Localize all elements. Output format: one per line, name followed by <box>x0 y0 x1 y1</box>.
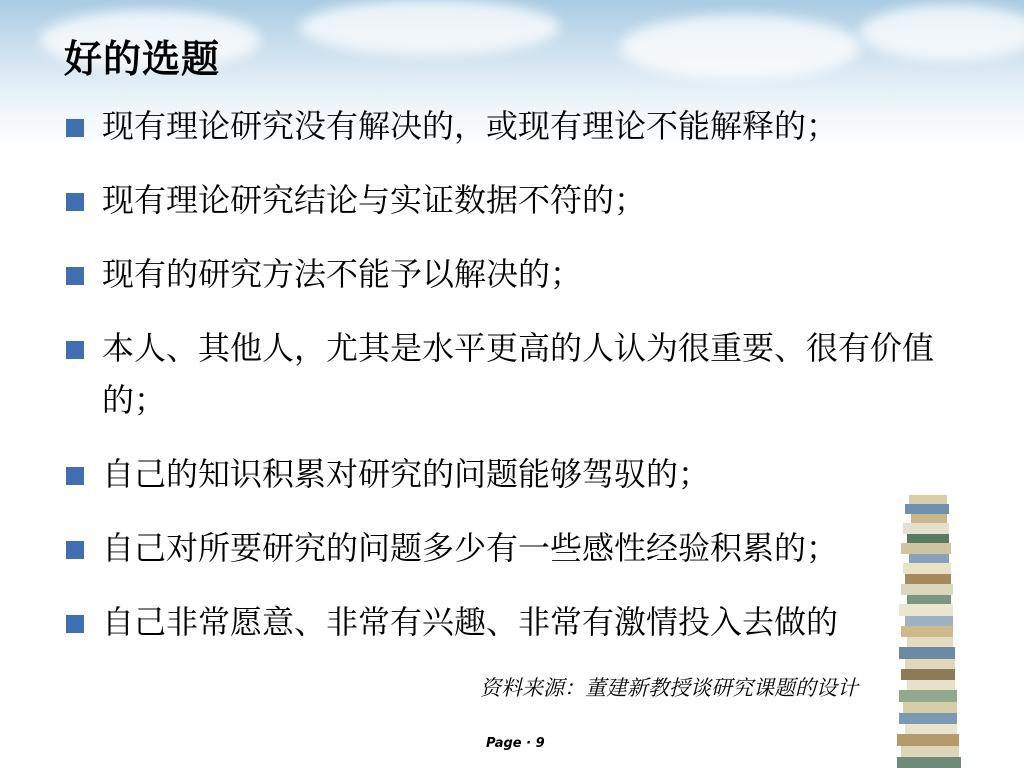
list-item <box>66 448 966 500</box>
list-item <box>66 100 966 152</box>
bullet-text: 自己非常愿意、非常有兴趣、非常有激情投入去做的 <box>102 603 839 641</box>
bullet-text: 自己对所要研究的问题多少有一些感性经验积累的； <box>102 529 839 567</box>
square-bullet-icon <box>66 541 84 559</box>
bullet-text: 现有理论研究结论与实证数据不符的； <box>102 181 647 219</box>
book-stack-icon <box>895 495 965 768</box>
bullet-text: 本人、其他人，尤其是水平更高的人认为很重要、很有价值的； <box>102 329 935 419</box>
square-bullet-icon <box>66 467 84 485</box>
bullet-text: 自己的知识积累对研究的问题能够驾驭的； <box>102 455 711 493</box>
list-item <box>66 248 966 300</box>
page-separator: · <box>526 736 532 751</box>
page-title: 好的选题 <box>64 37 221 81</box>
square-bullet-icon <box>66 193 84 211</box>
square-bullet-icon <box>66 267 84 285</box>
page-footer <box>486 736 545 751</box>
square-bullet-icon <box>66 615 84 633</box>
list-item <box>66 174 966 226</box>
source-citation: 资料来源：董建新教授谈研究课题的设计 <box>480 676 858 700</box>
page-number: 9 <box>535 736 545 751</box>
bullet-text: 现有的研究方法不能予以解决的； <box>102 255 583 293</box>
page-label: Page <box>486 736 522 751</box>
square-bullet-icon <box>66 119 84 137</box>
list-item <box>66 596 966 648</box>
bullet-list <box>66 100 966 670</box>
list-item <box>66 322 962 426</box>
bullet-text: 现有理论研究没有解决的，或现有理论不能解释的； <box>102 107 839 145</box>
square-bullet-icon <box>66 341 84 359</box>
list-item <box>66 522 966 574</box>
